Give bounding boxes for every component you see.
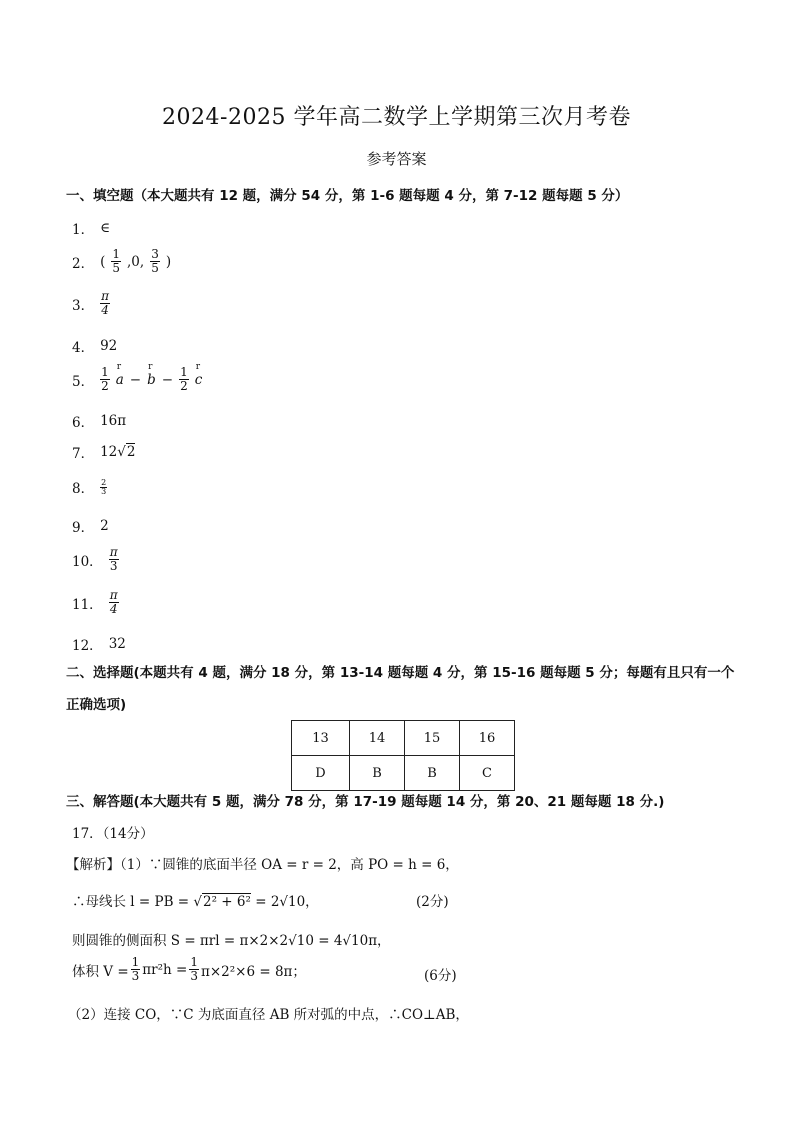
answer-11: 11． $\frac{\pi}{4}$ [72, 588, 118, 616]
score-6: (6分) [424, 968, 457, 984]
q17-line-4: 体积 V = $\frac{1}{3}$ πr²h = $\frac{1}{3}$ π×2²×6 = 8π； [72, 955, 306, 983]
answer-12: 12． 32 [72, 636, 126, 654]
table-row: 13 14 15 16 [292, 721, 515, 756]
answer-8: 8． $\frac{2}{3}$ [72, 477, 107, 497]
q17-line-2: ∴母线长 l = PB = √2² + 6² = 2√10， [72, 894, 319, 910]
q17-line-5: （2）连接 CO，∵C 为底面直径 AB 所对弧的中点，∴CO⊥AB， [68, 1007, 469, 1023]
answer-7: 7． 12√2 [72, 444, 136, 462]
choice-answer-table [291, 720, 515, 791]
answer-9: 9． 2 [72, 518, 109, 536]
answer-1: 1． ∈ [72, 220, 111, 238]
score-2: (2分) [416, 894, 449, 910]
page-subtitle: 参考答案 [366, 150, 427, 168]
answer-5: 5． $\frac{1}{2}$ r a − r b − $\frac{1}{2}$ r c [72, 366, 202, 393]
q17-line-1: 【解析】（1）∵圆锥的底面半径 OA = r = 2，高 PO = h = 6， [66, 857, 459, 873]
section-heading-choice: 二、选择题(本题共有 4 题，满分 18 分，第 13-14 题每题 4 分，第 15-16 题每题 5 分；每题有且只有一个正确选项) [66, 665, 735, 713]
answer-10: 10． $\frac{\pi}{3}$ [72, 545, 118, 573]
q17-header: 17．（14分） [72, 826, 154, 842]
page-title: 2024-2025 学年高二数学上学期第三次月考卷 [162, 105, 631, 130]
section-heading-solutions: 三、解答题(本大题共有 5 题，满分 78 分，第 17-19 题每题 14 分，第 20、21 题每题 18 分.) [66, 794, 665, 810]
answer-4: 4． 92 [72, 338, 118, 356]
answer-2: 2． ( $\frac{1}{5}$ ,0, $\frac{3}{5}$ ) [72, 247, 172, 275]
table-row: D B B C [292, 756, 515, 791]
answer-6: 6． 16π [72, 413, 127, 431]
section-heading-fill-in: 一、填空题（本大题共有 12 题，满分 54 分，第 1-6 题每题 4 分，第 7-12 题每题 5 分） [66, 188, 629, 204]
q17-line-3: 则圆锥的侧面积 S = πrl = π×2×2√10 = 4√10π， [72, 933, 391, 949]
answer-3: 3． $\frac{\pi}{4}$ [72, 289, 109, 317]
